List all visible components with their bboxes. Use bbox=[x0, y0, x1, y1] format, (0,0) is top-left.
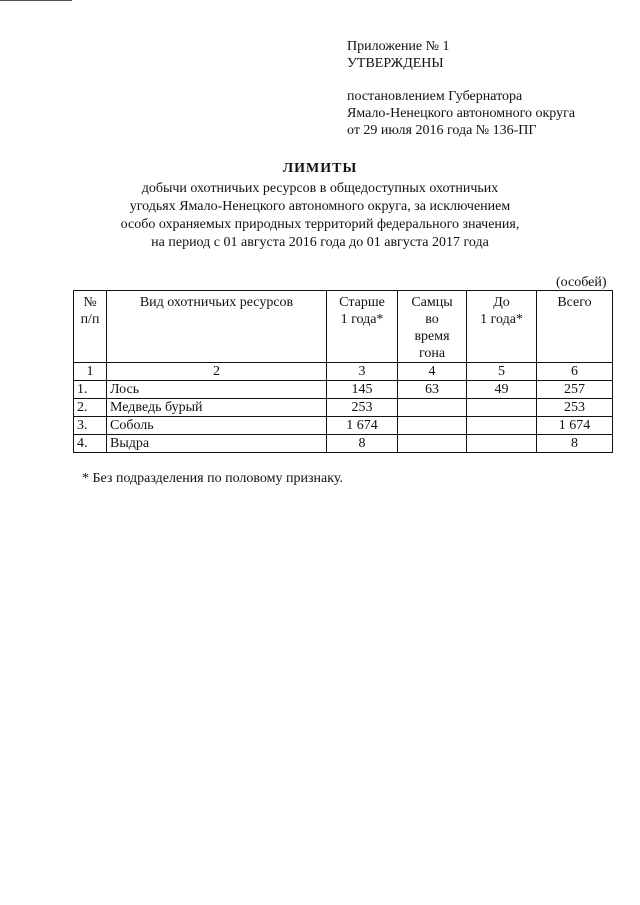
limits-table bbox=[73, 290, 613, 453]
total-value: 8 bbox=[537, 435, 613, 453]
young-value bbox=[467, 435, 537, 453]
units-label: (особей) bbox=[556, 275, 607, 290]
row-number: 3. bbox=[74, 417, 107, 435]
title-line-3: особо охраняемых природных территорий федерального значения, bbox=[120, 217, 520, 232]
scan-edge-line bbox=[0, 0, 72, 1]
species-name: Лось bbox=[107, 381, 327, 399]
header-males-rut: Самцы во время гона bbox=[398, 291, 467, 363]
column-number: 6 bbox=[537, 363, 613, 381]
column-number-row bbox=[74, 363, 613, 381]
column-number: 2 bbox=[107, 363, 327, 381]
males-value bbox=[398, 435, 467, 453]
table-row bbox=[74, 435, 613, 453]
header-total: Всего bbox=[537, 291, 613, 363]
table-row bbox=[74, 381, 613, 399]
header-species: Вид охотничьих ресурсов bbox=[107, 291, 327, 363]
table-header-row bbox=[74, 291, 613, 363]
young-value bbox=[467, 417, 537, 435]
approved-label: УТВЕРЖДЕНЫ bbox=[347, 56, 444, 71]
species-name: Соболь bbox=[107, 417, 327, 435]
approval-line-3: от 29 июля 2016 года № 136-ПГ bbox=[347, 123, 537, 138]
title-line-2: угодьях Ямало-Ненецкого автономного округа, за исключением bbox=[129, 199, 511, 214]
young-value: 49 bbox=[467, 381, 537, 399]
total-value: 257 bbox=[537, 381, 613, 399]
row-number: 4. bbox=[74, 435, 107, 453]
table-row bbox=[74, 417, 613, 435]
young-value bbox=[467, 399, 537, 417]
row-number: 1. bbox=[74, 381, 107, 399]
footnote: * Без подразделения по половому признаку. bbox=[82, 471, 343, 486]
header-young: До 1 года* bbox=[467, 291, 537, 363]
total-value: 253 bbox=[537, 399, 613, 417]
column-number: 4 bbox=[398, 363, 467, 381]
column-number: 5 bbox=[467, 363, 537, 381]
males-value: 63 bbox=[398, 381, 467, 399]
approval-line-1: постановлением Губернатора bbox=[347, 89, 523, 104]
older-value: 253 bbox=[327, 399, 398, 417]
species-name: Медведь бурый bbox=[107, 399, 327, 417]
document-title bbox=[0, 160, 640, 252]
title-heading: ЛИМИТЫ bbox=[282, 161, 358, 176]
appendix-block bbox=[347, 38, 575, 139]
title-line-4: на период с 01 августа 2016 года до 01 августа 2017 года bbox=[151, 235, 489, 250]
species-name: Выдра bbox=[107, 435, 327, 453]
older-value: 145 bbox=[327, 381, 398, 399]
older-value: 1 674 bbox=[327, 417, 398, 435]
older-value: 8 bbox=[327, 435, 398, 453]
column-number: 3 bbox=[327, 363, 398, 381]
total-value: 1 674 bbox=[537, 417, 613, 435]
appendix-number: Приложение № 1 bbox=[347, 39, 450, 54]
column-number: 1 bbox=[74, 363, 107, 381]
header-number: № п/п bbox=[74, 291, 107, 363]
row-number: 2. bbox=[74, 399, 107, 417]
header-older: Старше 1 года* bbox=[327, 291, 398, 363]
males-value bbox=[398, 417, 467, 435]
table-row bbox=[74, 399, 613, 417]
approval-line-2: Ямало-Ненецкого автономного округа bbox=[347, 106, 576, 121]
males-value bbox=[398, 399, 467, 417]
title-line-1: добычи охотничьих ресурсов в общедоступных охотничьих bbox=[141, 181, 499, 196]
